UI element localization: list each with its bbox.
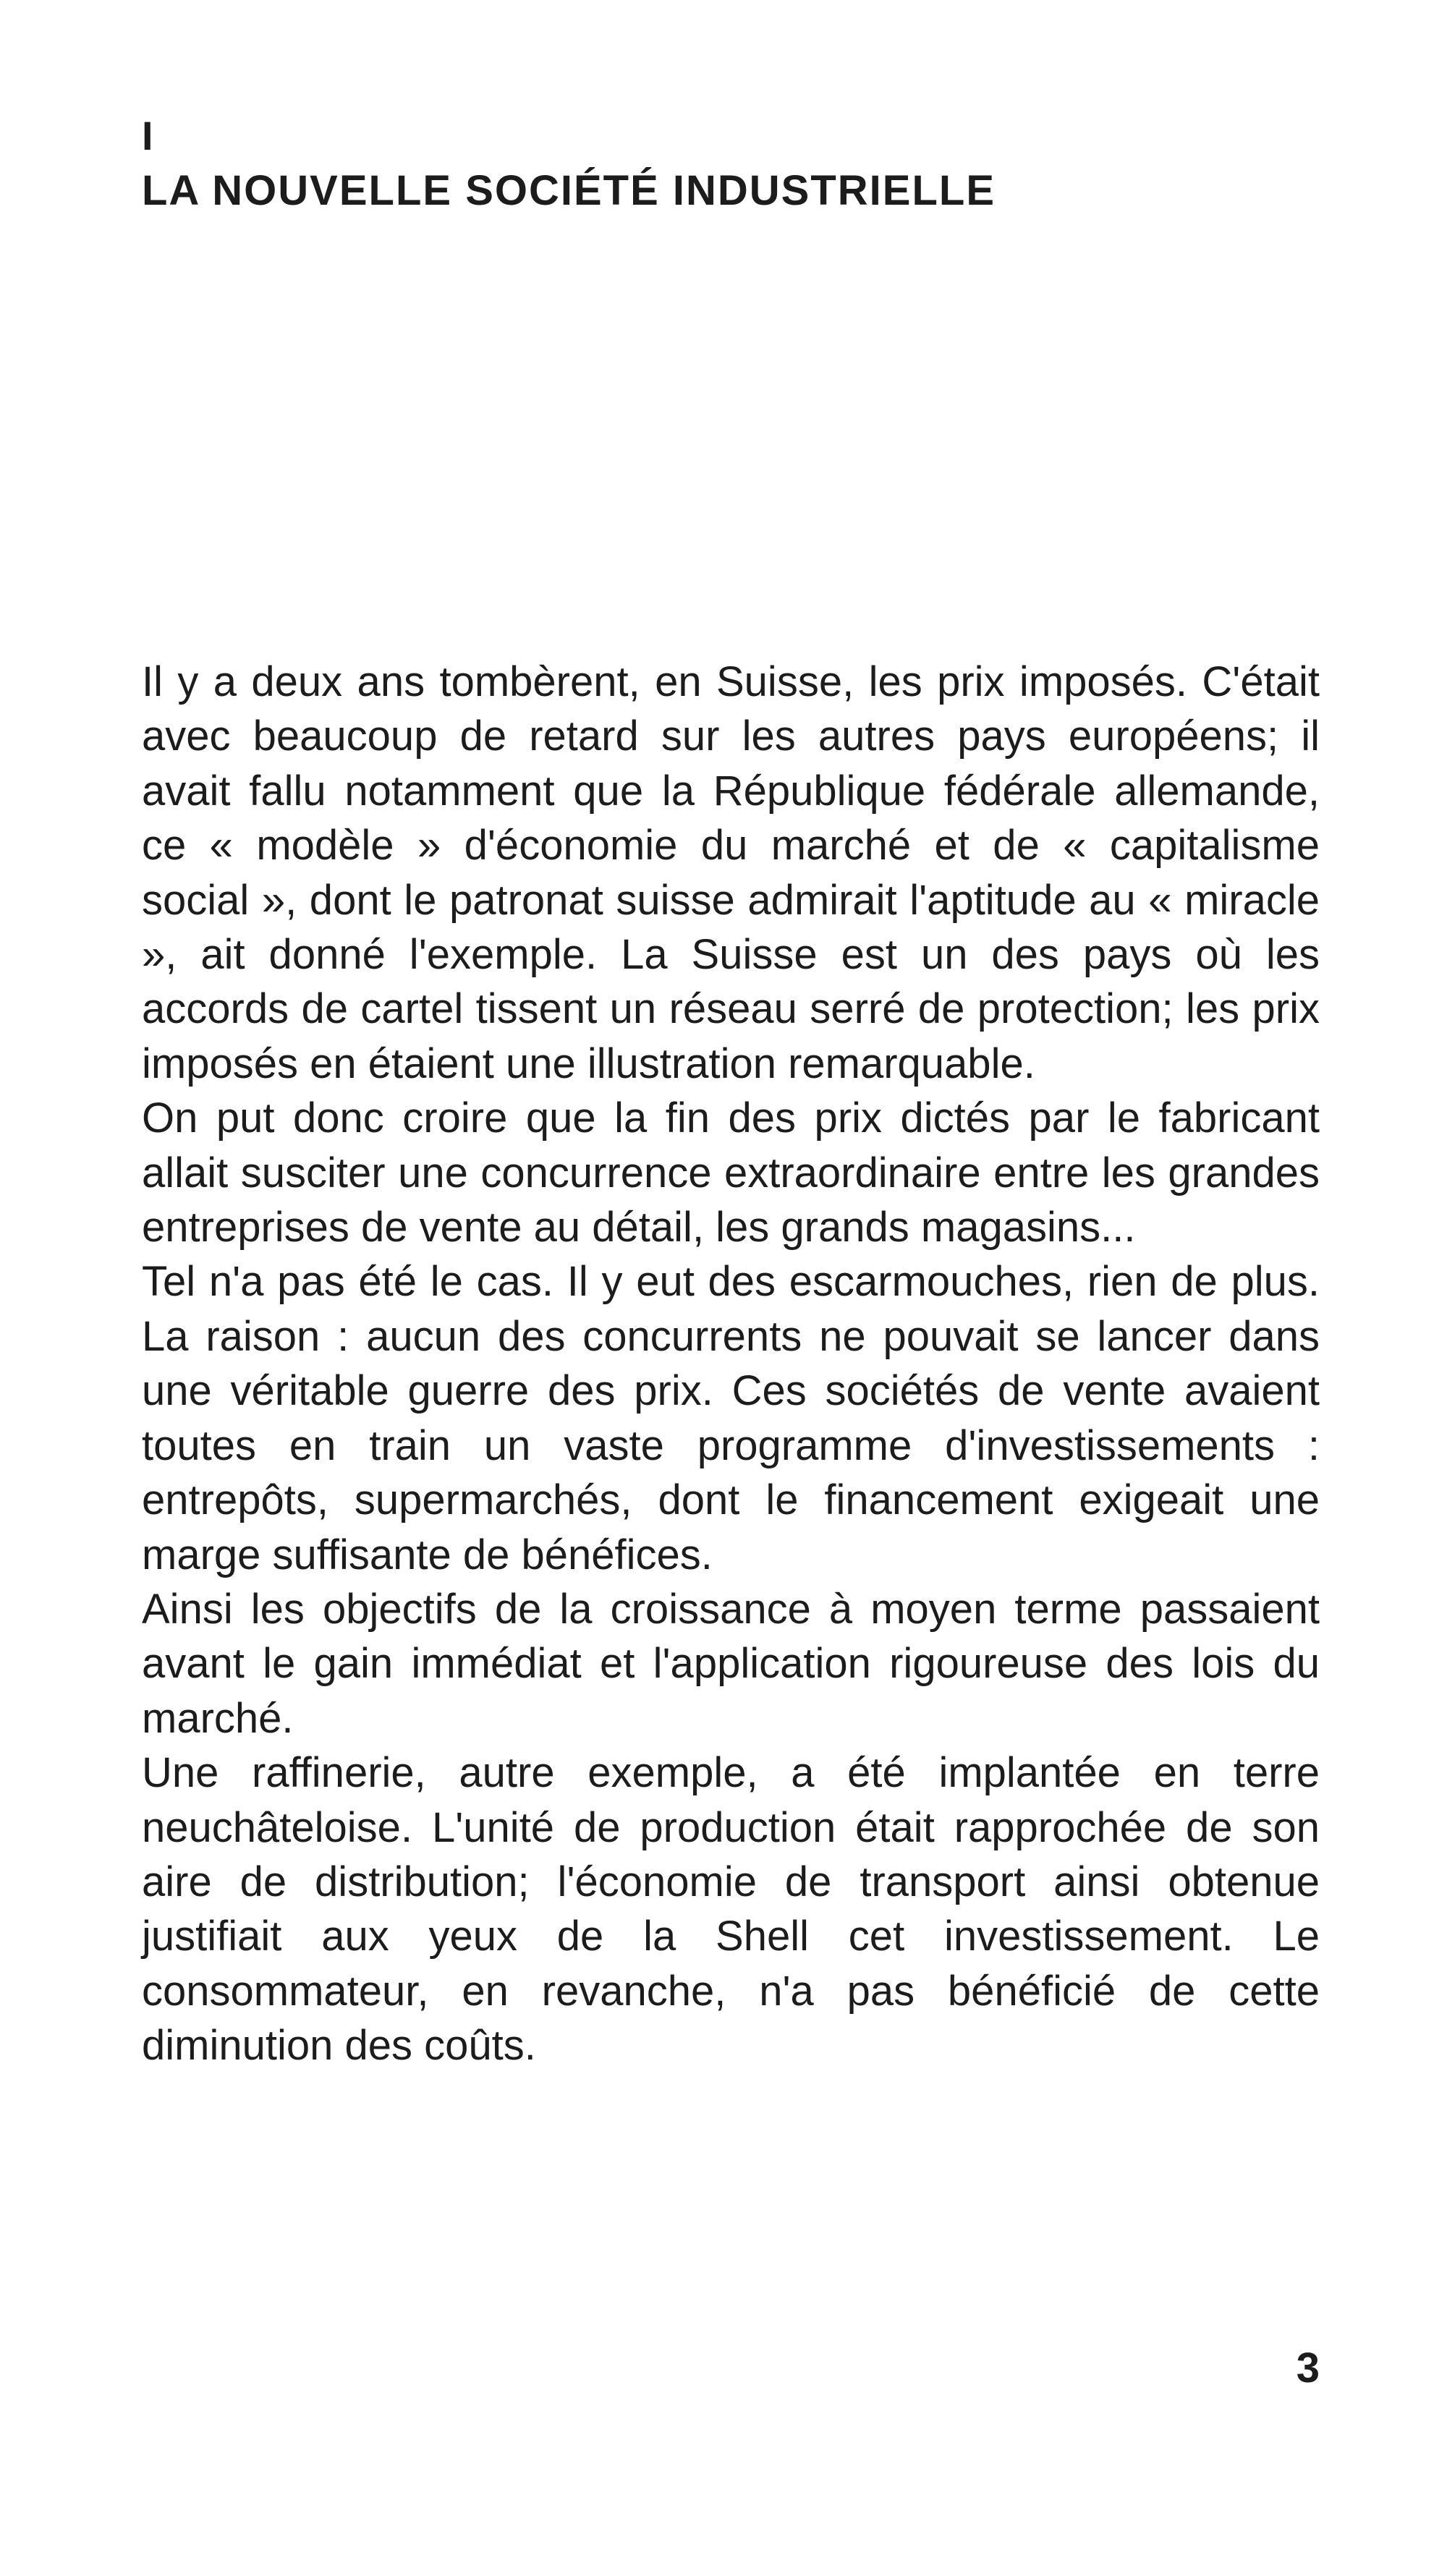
paragraph-1: Il y a deux ans tombèrent, en Suisse, les prix imposés. C'était avec beaucoup de retard sur les autres pays européens; il avait fallu notamment que la République fédérale allemande, ce « modèle » d'économie du marché et de « capitalisme social », dont le patronat suisse admirait l'aptitude au « miracle », ait donné l'exemple. La Suisse est un des pays où les accords de cartel tissent un réseau serré de protection; les prix imposés en étaient une illustration remarquable. (142, 658, 1320, 1087)
paragraph-2: On put donc croire que la fin des prix dictés par le fabricant allait susciter une concurrence extraordinaire entre les grandes entreprises de vente au détail, les grands magasins... (142, 1094, 1320, 1251)
paragraph-5: Une raffinerie, autre exemple, a été implantée en terre neuchâteloise. L'unité de production était rapprochée de son aire de distribution; l'économie de transport ainsi obtenue justifiait aux yeux de la Shell cet investissement. Le consommateur, en revanche, n'a pas bénéficié de cette diminution des coûts. (142, 1749, 1320, 2070)
chapter-title: LA NOUVELLE SOCIÉTÉ INDUSTRIELLE (142, 167, 996, 214)
paragraph-4: Ainsi les objectifs de la croissance à moyen terme passaient avant le gain immédiat et l'application rigoureuse des lois du marché. (142, 1585, 1320, 1742)
page-number: 3 (1296, 2345, 1320, 2392)
body-text (142, 655, 1320, 2073)
paragraph-3: Tel n'a pas été le cas. Il y eut des escarmouches, rien de plus. La raison : aucun des concurrents ne pouvait se lancer dans une véritable guerre des prix. Ces sociétés de vente avaient toutes en train un vaste programme d'investissements : entrepôts, supermarchés, dont le financement exigeait une marge suffisante de bénéfices. (142, 1258, 1320, 1578)
chapter-number: I (142, 113, 155, 158)
